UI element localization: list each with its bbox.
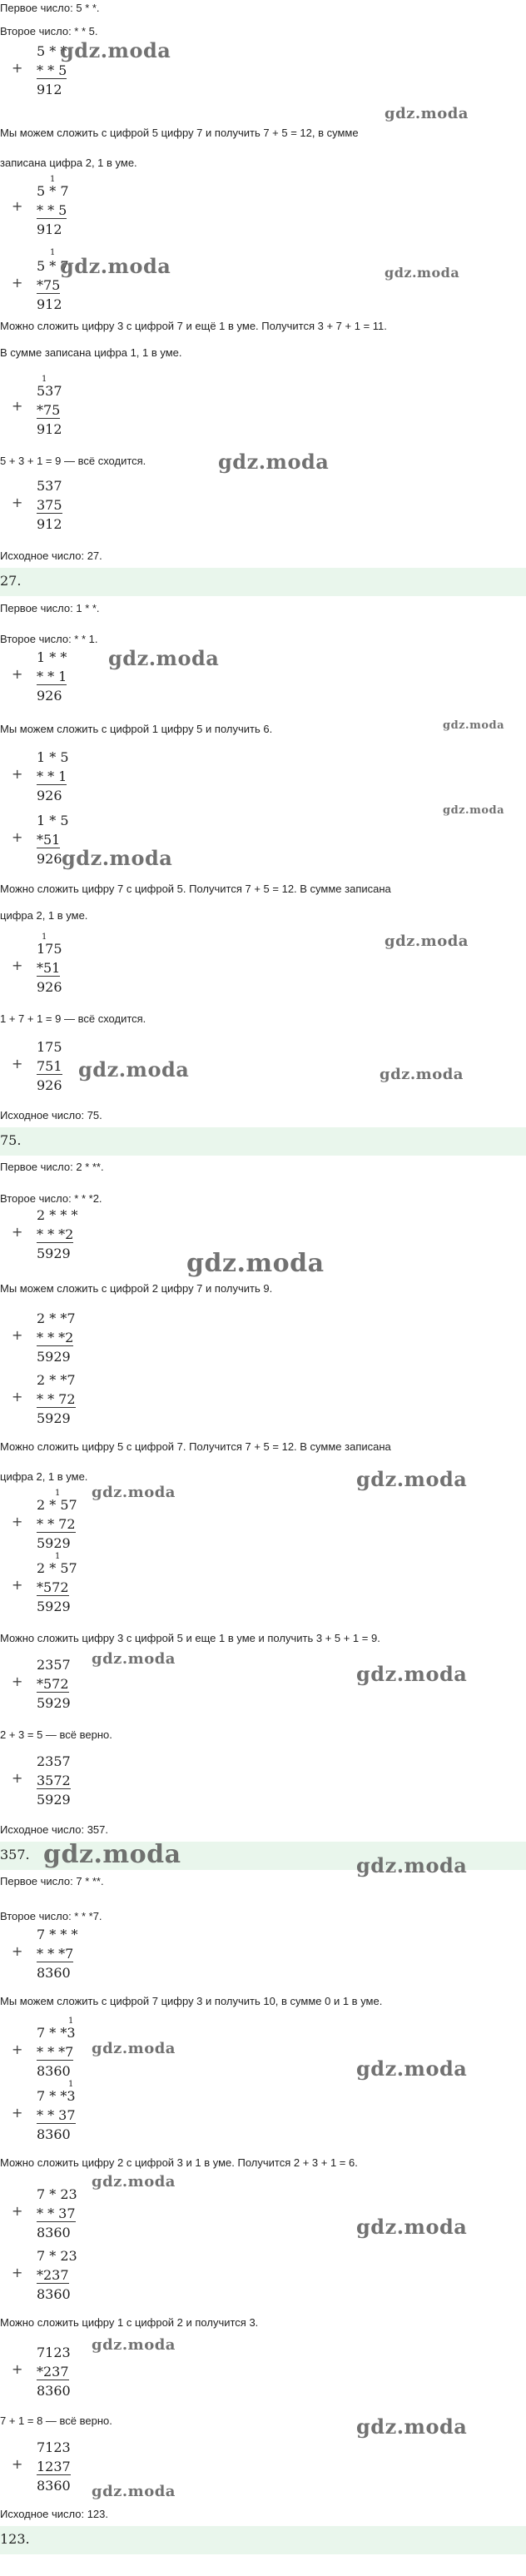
column-addition: 7 * *3 * * 37 8360: [37, 2088, 76, 2142]
step-text: Можно сложить цифру 3 с цифрой 5 и еще 1 в уме и получить 3 + 5 + 1 = 9.: [0, 1632, 380, 1644]
addend-1: 5 * *: [37, 43, 67, 59]
plus-sign: +: [12, 60, 23, 76]
first-number-text: Первое число: 1 * *.: [0, 602, 100, 614]
carry-digit: 1: [55, 1552, 61, 1561]
watermark: gdz.moda: [443, 804, 505, 817]
watermark: gdz.moda: [92, 2173, 176, 2191]
watermark: gdz.moda: [356, 1467, 468, 1491]
step-text: цифра 2, 1 в уме.: [0, 909, 88, 922]
check-text: 2 + 3 = 5 — всё верно.: [0, 1728, 112, 1741]
answer-band: [0, 1127, 526, 1156]
watermark: gdz.moda: [218, 450, 330, 474]
watermark: gdz.moda: [385, 932, 469, 950]
watermark: gdz.moda: [356, 2215, 468, 2239]
plus-sign: +: [12, 666, 23, 682]
step-text: Можно сложить цифру 3 с цифрой 7 и ещё 1 в уме. Получится 3 + 7 + 1 = 11.: [0, 320, 387, 332]
answer-text: 123.: [0, 2531, 30, 2547]
column-addition: 1 * 5 *51 926: [37, 813, 69, 867]
watermark: gdz.moda: [78, 1057, 190, 1082]
column-addition: 7 * * * * * *7 8360: [37, 1927, 78, 1981]
column-addition: 537 375 912: [37, 478, 62, 532]
watermark: gdz.moda: [108, 646, 220, 670]
plus-sign: +: [12, 829, 23, 845]
plus-sign: +: [12, 2361, 23, 2377]
watermark: gdz.moda: [62, 846, 173, 870]
plus-sign: +: [12, 2041, 23, 2057]
plus-sign: +: [12, 1389, 23, 1405]
column-addition: 175 751 926: [37, 1039, 62, 1093]
watermark: gdz.moda: [356, 1853, 468, 1877]
plus-sign: +: [12, 1673, 23, 1689]
column-addition: 7 * 23 * * 37 8360: [37, 2186, 77, 2240]
answer-text: 357.: [0, 1847, 30, 1862]
carry-digit: 1: [55, 1489, 61, 1498]
addend-2: *75: [37, 277, 61, 293]
carry-digit: 1: [68, 2017, 74, 2026]
sum: 912: [37, 296, 62, 312]
check-text: 5 + 3 + 1 = 9 — всё сходится.: [0, 455, 146, 467]
plus-sign: +: [12, 275, 23, 291]
plus-sign: +: [12, 2203, 23, 2219]
plus-sign: +: [12, 766, 23, 782]
column-addition: [37, 182, 69, 239]
watermark: gdz.moda: [356, 2414, 468, 2439]
addend-2: * * 5: [37, 202, 67, 218]
watermark: gdz.moda: [60, 38, 171, 62]
answer-text: 27.: [0, 573, 22, 589]
plus-sign: +: [12, 1943, 23, 1959]
column-addition: 2357 3572 5929: [37, 1753, 71, 1808]
answer-band: [0, 568, 526, 596]
column-addition: 7123 1237 8360: [37, 2439, 71, 2494]
step-text: Можно сложить цифру 2 с цифрой 3 и 1 в уме. Получится 2 + 3 + 1 = 6.: [0, 2156, 358, 2169]
plus-sign: +: [12, 495, 23, 510]
plus-sign: +: [12, 957, 23, 973]
second-number-text: Второе число: * * *2.: [0, 1192, 102, 1205]
first-number-text: Первое число: 2 * **.: [0, 1161, 104, 1173]
answer-text: 75.: [0, 1132, 22, 1148]
plus-sign: +: [12, 1224, 23, 1240]
watermark: gdz.moda: [92, 2040, 176, 2057]
result-text: Исходное число: 75.: [0, 1109, 102, 1121]
step-text: Мы можем сложить с цифрой 2 цифру 7 и получить 9.: [0, 1282, 273, 1295]
step-text: Можно сложить цифру 5 с цифрой 7. Получится 7 + 5 = 12. В сумме записана: [0, 1440, 391, 1453]
addend-1: 5 * 7: [37, 258, 69, 274]
first-number-text: Первое число: 5 * *.: [0, 2, 100, 14]
plus-sign: +: [12, 1056, 23, 1072]
answer-band: [0, 2526, 526, 2554]
step-text: Можно сложить цифру 1 с цифрой 2 и получится 3.: [0, 2316, 259, 2329]
watermark: gdz.moda: [92, 2336, 176, 2354]
watermark: gdz.moda: [92, 2483, 176, 2500]
carry-digit: 1: [68, 2080, 74, 2089]
result-text: Исходное число: 357.: [0, 1823, 108, 1836]
sum: 912: [37, 82, 62, 97]
step-text: Мы можем сложить с цифрой 5 цифру 7 и получить 7 + 5 = 12, в сумме: [0, 127, 359, 139]
first-number-text: Первое число: 7 * **.: [0, 1875, 104, 1887]
plus-sign: +: [12, 1327, 23, 1343]
column-addition: 2357 *572 5929: [37, 1657, 71, 1711]
second-number-text: Второе число: * * *7.: [0, 1910, 102, 1922]
column-addition: 7 * *3 * * *7 8360: [37, 2025, 76, 2079]
plus-sign: +: [12, 398, 23, 414]
step-text: записана цифра 2, 1 в уме.: [0, 157, 137, 169]
watermark: gdz.moda: [385, 265, 460, 281]
step-text: Мы можем сложить с цифрой 1 цифру 5 и получить 6.: [0, 723, 273, 735]
column-addition: 1 * 5 * * 1 926: [37, 749, 69, 803]
watermark: gdz.moda: [186, 1249, 325, 1278]
plus-sign: +: [12, 1514, 23, 1529]
watermark: gdz.moda: [356, 2056, 468, 2081]
plus-sign: +: [12, 2265, 23, 2280]
carry-digit: 1: [42, 932, 47, 942]
column-addition: 1 * * * * 1 926: [37, 649, 67, 704]
column-addition: 2 * *7 * * *2 5929: [37, 1310, 76, 1365]
watermark: gdz.moda: [92, 1484, 176, 1501]
plus-sign: +: [12, 2456, 23, 2472]
addend-1: 5 * 7: [37, 183, 69, 199]
watermark: gdz.moda: [443, 719, 505, 732]
step-text: Можно сложить цифру 7 с цифрой 5. Получится 7 + 5 = 12. В сумме записана: [0, 883, 391, 895]
result-text: Исходное число: 123.: [0, 2508, 108, 2520]
addend-2: * * 5: [37, 62, 67, 78]
watermark: gdz.moda: [385, 105, 469, 122]
step-text: Мы можем сложить с цифрой 7 цифру 3 и получить 10, в сумме 0 и 1 в уме.: [0, 1995, 383, 2007]
watermark: gdz.moda: [356, 1662, 468, 1686]
watermark: gdz.moda: [60, 254, 171, 278]
column-addition: 7 * 23 *237 8360: [37, 2248, 77, 2302]
column-addition: 2 * *7 * * 72 5929: [37, 1372, 76, 1426]
step-text: В сумме записана цифра 1, 1 в уме.: [0, 346, 182, 359]
second-number-text: Второе число: * * 5.: [0, 25, 98, 37]
column-addition: 2 * 57 *572 5929: [37, 1560, 77, 1614]
column-addition: 537 *75 912: [37, 383, 62, 437]
plus-sign: +: [12, 1577, 23, 1593]
result-text: Исходное число: 27.: [0, 550, 102, 562]
carry-digit: 1: [50, 175, 56, 184]
watermark: gdz.moda: [92, 1650, 176, 1668]
check-text: 7 + 1 = 8 — всё верно.: [0, 2414, 112, 2427]
sum: 912: [37, 221, 62, 237]
column-addition: 2 * * * * * *2 5929: [37, 1207, 78, 1261]
check-text: 1 + 7 + 1 = 9 — всё сходится.: [0, 1012, 146, 1025]
second-number-text: Второе число: * * 1.: [0, 633, 98, 645]
plus-sign: +: [12, 2105, 23, 2121]
watermark: gdz.moda: [380, 1066, 464, 1083]
watermark: gdz.moda: [43, 1840, 181, 1869]
column-addition: 175 *51 926: [37, 941, 62, 995]
column-addition: 2 * 57 * * 72 5929: [37, 1497, 77, 1551]
column-addition: 7123 *237 8360: [37, 2345, 71, 2399]
carry-digit: 1: [42, 375, 47, 384]
step-text: цифра 2, 1 в уме.: [0, 1470, 88, 1483]
plus-sign: +: [12, 198, 23, 214]
plus-sign: +: [12, 1770, 23, 1786]
carry-digit: 1: [50, 248, 56, 257]
